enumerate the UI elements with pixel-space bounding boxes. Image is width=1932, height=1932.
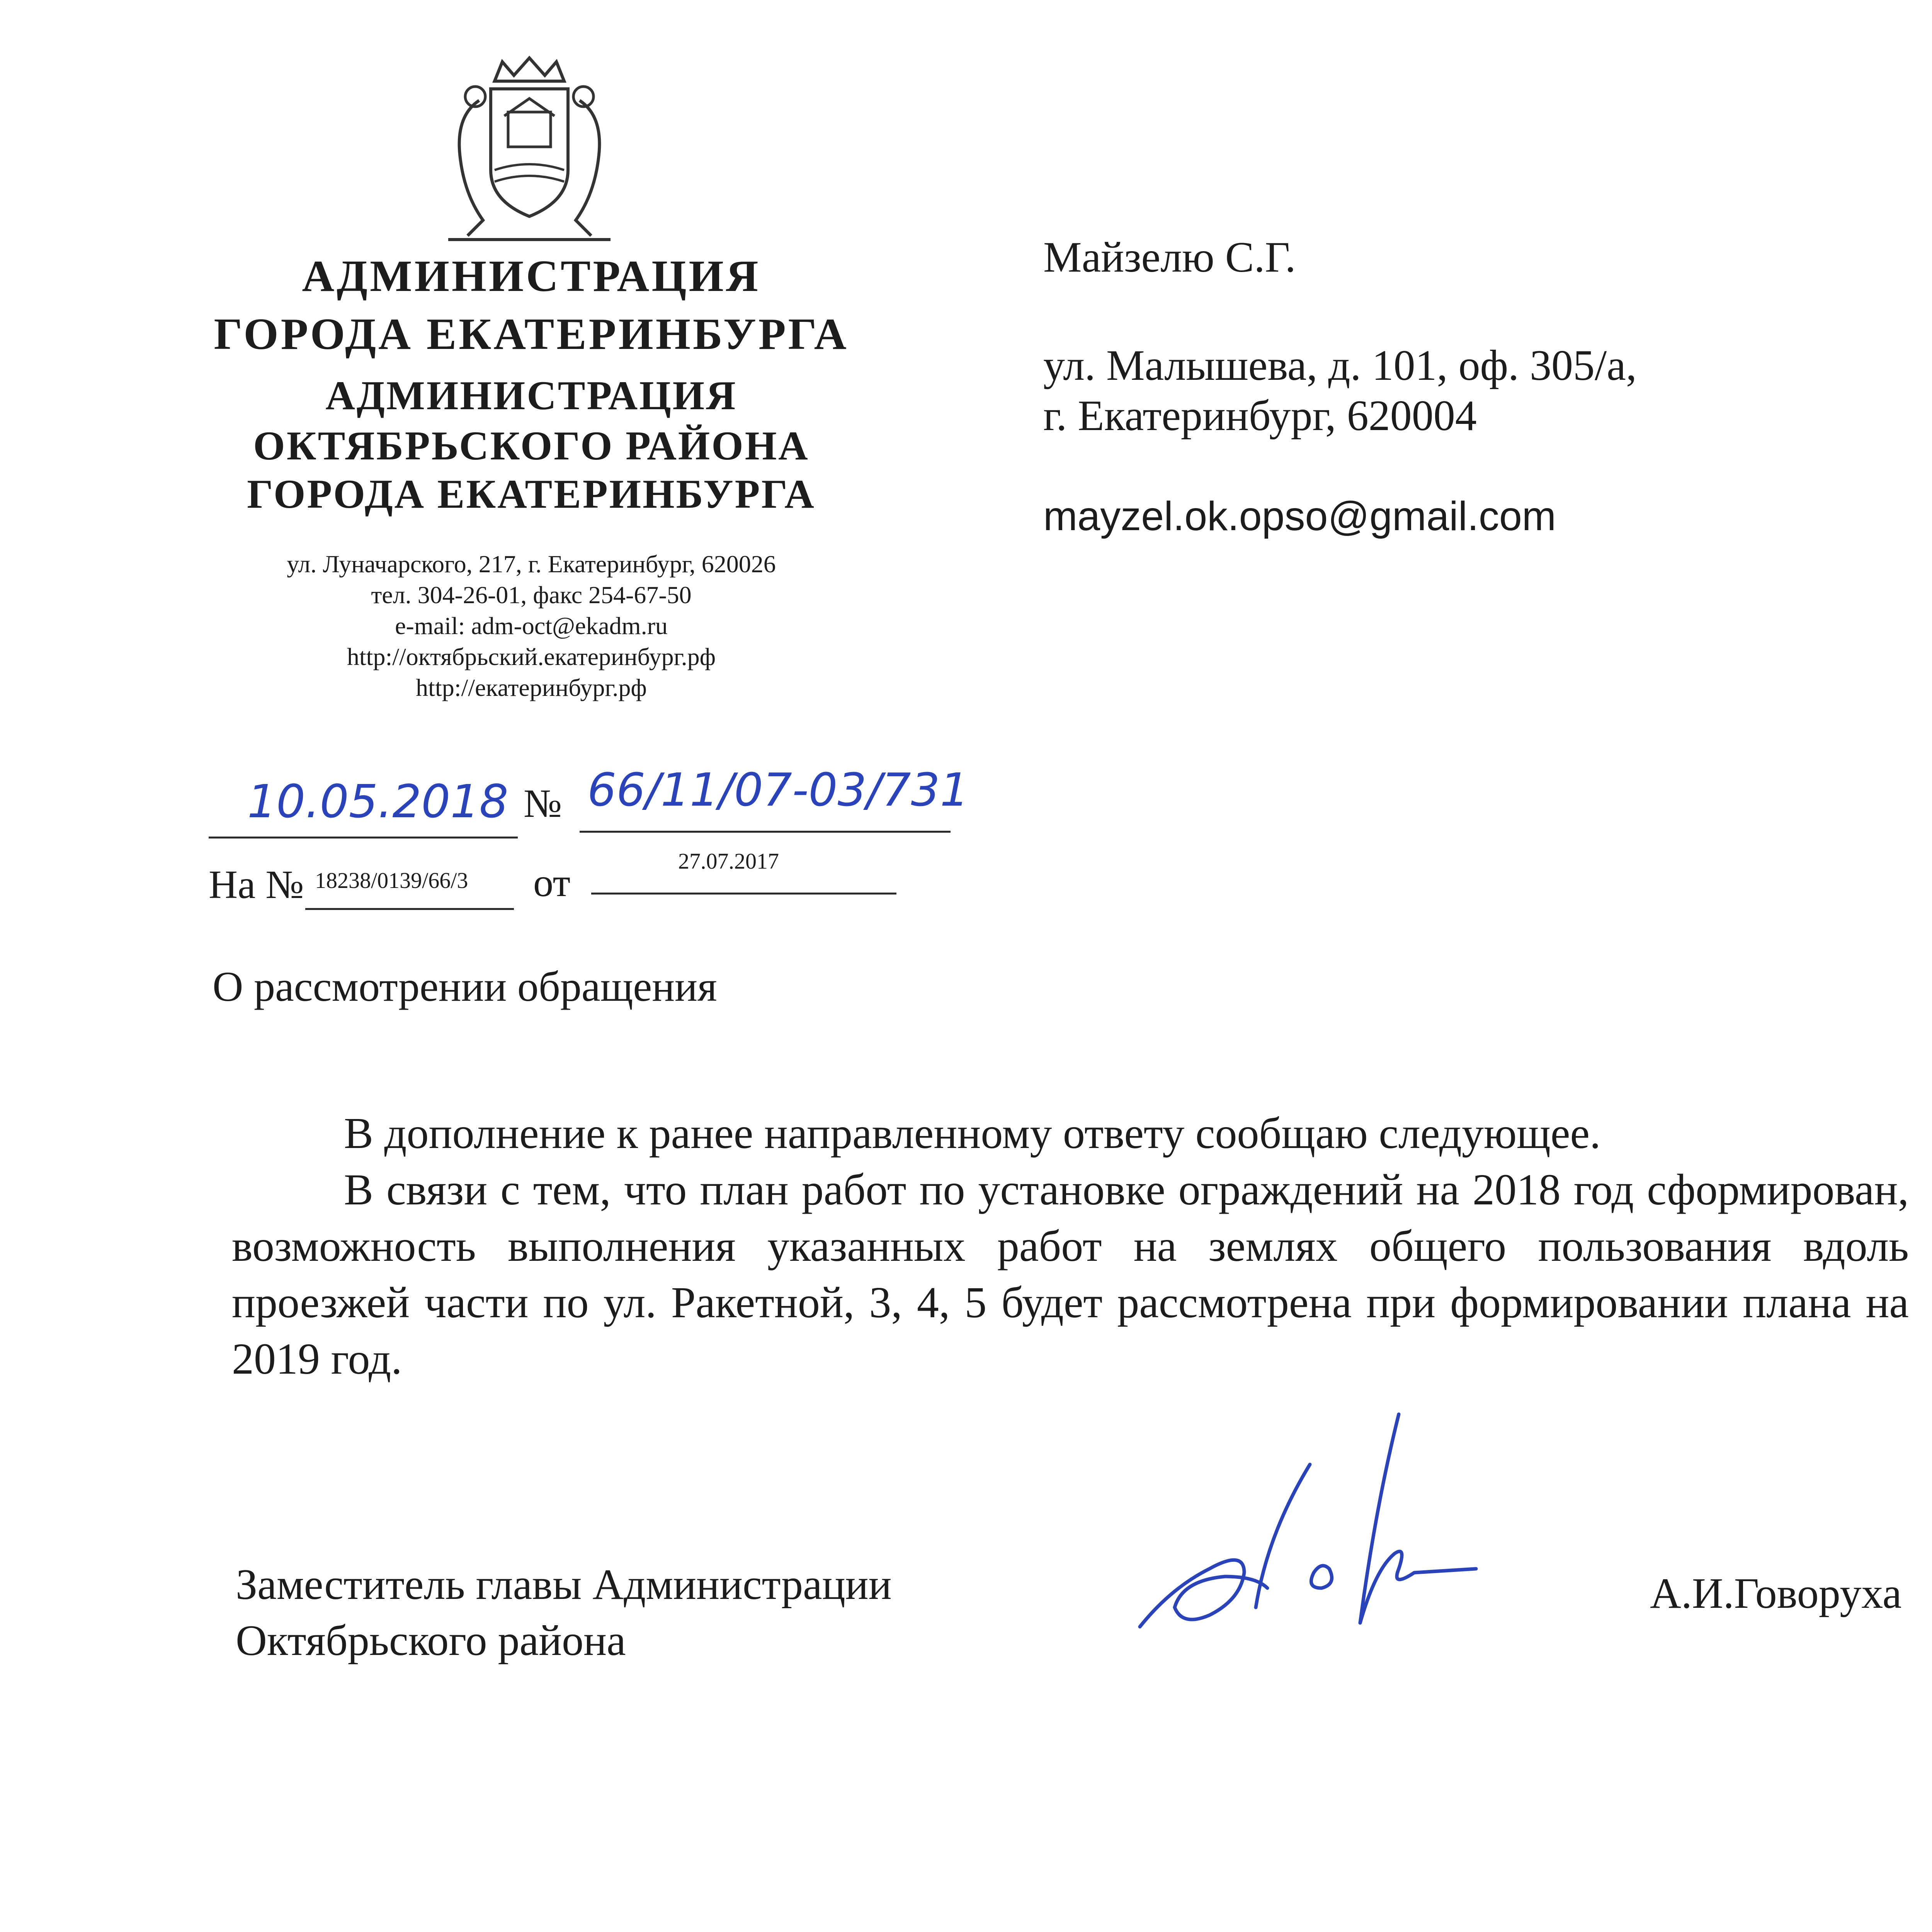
reg-date-line (209, 837, 518, 838)
org-site-2: http://екатеринбург.рф (416, 674, 647, 701)
addressee-street: ул. Малышева, д. 101, оф. 305/а, (1043, 342, 1637, 389)
org-phone: тел. 304-26-01, факс 254-67-50 (371, 581, 692, 609)
suborg-line3: ГОРОДА ЕКАТЕРИНБУРГА (247, 471, 816, 517)
org-address: ул. Луначарского, 217, г. Екатеринбург, 620026 (287, 550, 776, 578)
body-paragraph-1: В дополнение к ранее направленному ответу сообщаю следующее. (344, 1109, 1601, 1158)
org-name-line2: ГОРОДА ЕКАТЕРИНБУРГА (214, 310, 849, 359)
coat-of-arms-icon (425, 54, 634, 247)
reply-from-label: от (533, 861, 571, 905)
signer-name: А.И.Говоруха (1650, 1570, 1902, 1617)
reply-date-line (591, 893, 896, 895)
reply-date: 27.07.2017 (678, 849, 779, 874)
reply-label: На № (209, 862, 304, 907)
suborg-line2: ОКТЯБРЬСКОГО РАЙОНА (253, 423, 810, 468)
reply-number: 18238/0139/66/3 (315, 868, 468, 893)
reg-date: 10.05.2018 (247, 775, 509, 828)
letter-subject: О рассмотрении обращения (213, 963, 717, 1010)
signer-title-line2: Октябрьского района (236, 1617, 626, 1665)
reg-number-label: № (524, 781, 562, 826)
addressee-city: г. Екатеринбург, 620004 (1043, 392, 1477, 440)
reg-number: 66/11/07-03/731 (587, 763, 969, 816)
signer-title-line1: Заместитель главы Администрации (236, 1561, 892, 1609)
addressee-name: Майзелю С.Г. (1043, 233, 1296, 281)
handwritten-signature-icon (1128, 1406, 1495, 1662)
org-email: e-mail: adm-oct@ekadm.ru (395, 612, 668, 639)
org-site-1: http://октябрьский.екатеринбург.рф (347, 643, 716, 670)
reply-number-line (305, 908, 514, 910)
letter-body (232, 1105, 1909, 1387)
suborg-line1: АДМИНИСТРАЦИЯ (325, 373, 737, 418)
org-name-line1: АДМИНИСТРАЦИЯ (302, 252, 761, 301)
reg-number-line (580, 831, 951, 833)
body-paragraph-2: В связи с тем, что план работ по установке ограждений на 2018 год сформирован, возможность выполнения указанных работ на землях общего пользования вдоль проезжей части по ул. Ракетной, 3, 4, 5 будет рассмотрена при формировании плана на 2019 год. (232, 1165, 1909, 1383)
addressee-email: mayzel.ok.opso@gmail.com (1043, 493, 1556, 539)
